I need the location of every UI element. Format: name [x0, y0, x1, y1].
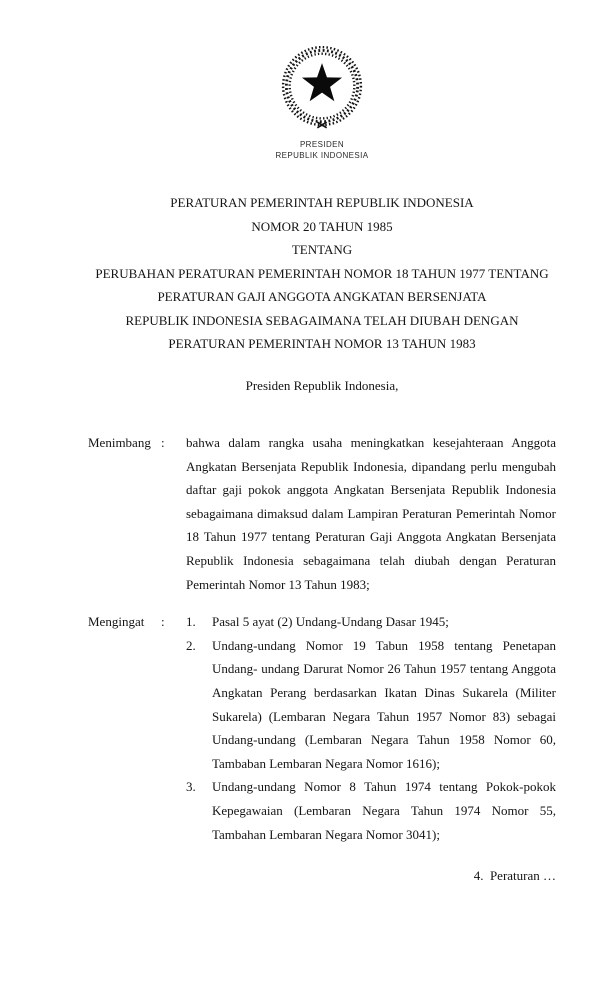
- menimbang-body: [186, 431, 556, 596]
- mengingat-label: Mengingat: [88, 614, 145, 630]
- title-line: PERATURAN PEMERINTAH NOMOR 13 TAHUN 1983: [168, 336, 476, 351]
- letterhead-caption: [88, 139, 556, 161]
- item-number: 1.: [186, 614, 196, 630]
- clause-menimbang: [88, 431, 556, 596]
- title-line: REPUBLIK INDONESIA SEBAGAIMANA TELAH DIUBAH DENGAN: [125, 312, 519, 328]
- menimbang-text: bahwa dalam rangka usaha meningkatkan kesejahteraan Anggota Angkatan Bersenjata Republik Indonesia, dipandang perlu mengubah daftar gaji pokok anggota Angkatan Bersenjata Republik Indonesia sebagaimana dimaksud dalam Lampiran Peraturan Pemerintah Nomor 18 Tahun 1977 tentang Peraturan Gaji Anggota Angkatan Bersenjata Republik Indonesia sebagaimana telah diubah dengan Peraturan Pemerintah Nomor 13 Tahun 1983;: [186, 435, 556, 592]
- clause-mengingat: [88, 610, 556, 846]
- item-number: 2.: [186, 637, 196, 653]
- letterhead-line-republik: REPUBLIK INDONESIA: [275, 151, 369, 160]
- item-number: 3.: [186, 779, 196, 795]
- item-text: Undang-undang Nomor 19 Tabun 1958 tentang Penetapan Undang- undang Darurat Nomor 26 Tahun 1957 tentang Anggota Angkatan Perang berdasarkan Ikatan Dinas Sukarela (Militer Sukarela) (Lembaran Negara Tahun 1957 Nomor 83) sebagai Undang-undang (Lembaran Negara Tahun 1958 Nomor 60, Tambaban Lembaran Negara Nomor 1616);: [212, 637, 556, 771]
- title-line: PERUBAHAN PERATURAN PEMERINTAH NOMOR 18 TAHUN 1977 TENTANG: [95, 265, 549, 281]
- regulation-title: [88, 191, 556, 356]
- presidential-seal-icon: [274, 42, 370, 132]
- star-icon: [302, 63, 342, 101]
- letterhead: [88, 0, 556, 161]
- mengingat-item: [186, 775, 556, 846]
- mengingat-item: [186, 634, 556, 776]
- page-content: [88, 0, 556, 888]
- title-line: PERATURAN GAJI ANGGOTA ANGKATAN BERSENJATA: [157, 289, 487, 304]
- item-text: Pasal 5 ayat (2) Undang-Undang Dasar 1945;: [212, 614, 449, 630]
- menimbang-label: Menimbang: [88, 435, 151, 450]
- title-line: TENTANG: [291, 242, 353, 257]
- mengingat-list: [186, 610, 556, 846]
- catchword: 4. Peraturan …: [473, 868, 556, 884]
- title-line: PERATURAN PEMERINTAH REPUBLIK INDONESIA: [170, 195, 474, 210]
- item-text: Undang-undang Nomor 8 Tahun 1974 tentang Pokok-pokok Kepegawaian (Lembaran Negara Tahun 1974 Nomor 55, Tambahan Lembaran Negara Nomor 3041);: [212, 779, 556, 842]
- menimbang-colon: :: [161, 435, 165, 450]
- mengingat-item: [186, 610, 556, 634]
- mengingat-colon: :: [161, 614, 165, 630]
- salutation: Presiden Republik Indonesia,: [245, 377, 399, 393]
- letterhead-line-presiden: PRESIDEN: [299, 140, 345, 149]
- title-line: NOMOR 20 TAHUN 1985: [251, 218, 393, 234]
